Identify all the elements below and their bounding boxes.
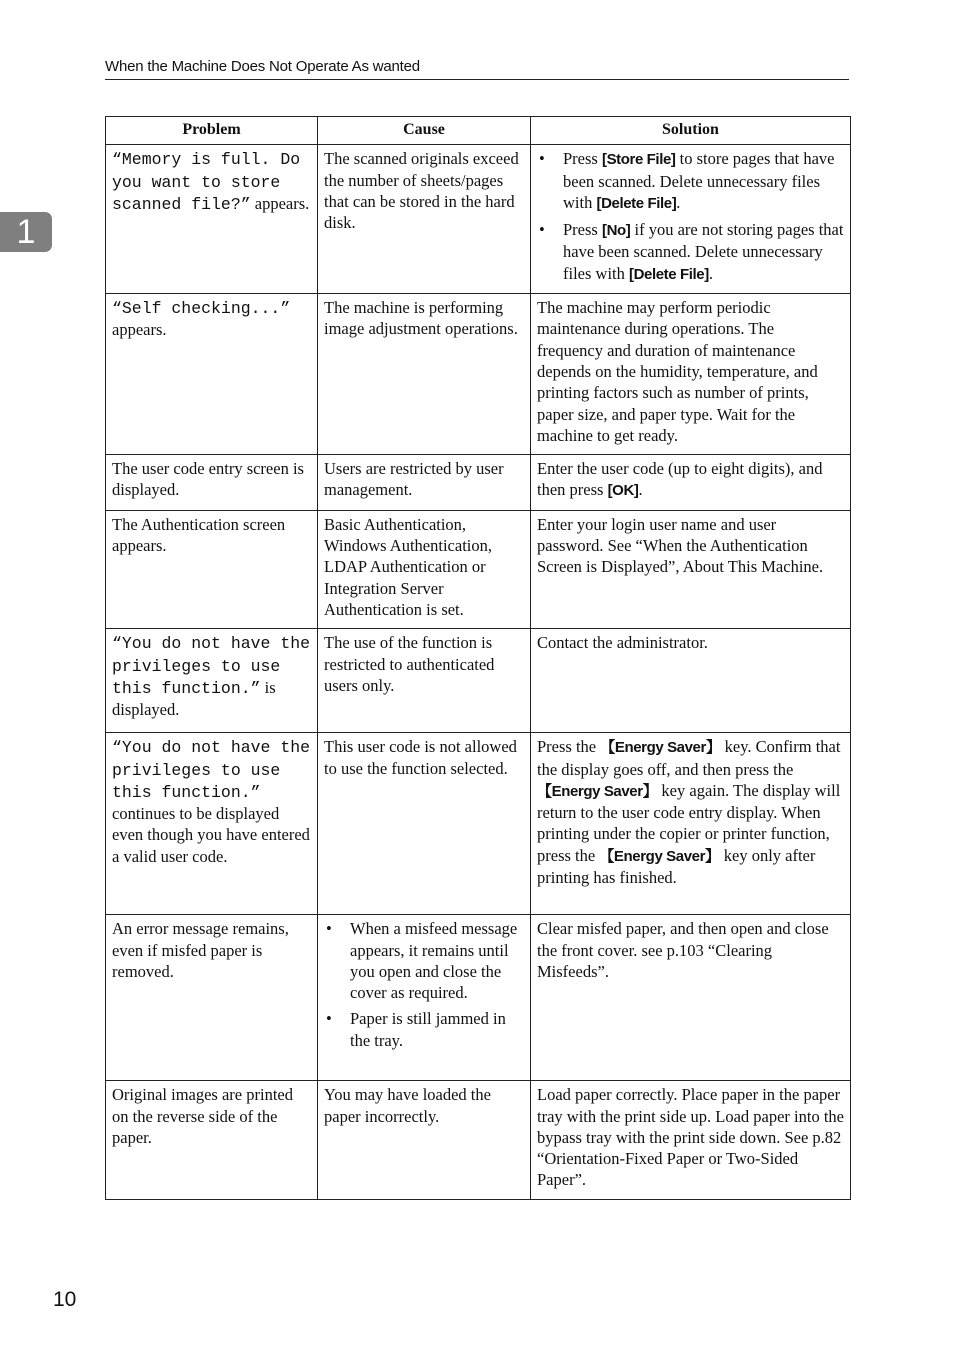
solution-cell: Clear misfed paper, and then open and close the front cover. see p.103 “Clearing Misfeeds”. [531,915,851,1081]
key-label: 【Energy Saver】 [599,847,720,865]
table-row [106,915,851,1081]
cause-cell: The use of the function is restricted to authenticated users only. [318,629,531,733]
solution-text: Press the [537,737,601,757]
key-label: [No] [601,222,631,240]
solution-text: if you are not storing pages that have been scanned. Delete unnecessary files with [563,220,844,283]
solution-text: Press [563,149,602,169]
solution-cell: Enter your login user name and user password. See “When the Authentication Screen is Displayed”, About This Machine. [531,510,851,628]
bullet-icon: • [326,1009,332,1029]
list-item [537,219,844,285]
problem-text: continues to be displayed even though you have entered a valid user code. [112,804,310,866]
solution-cell: Contact the administrator. [531,629,851,733]
problem-cell: Original images are printed on the reverse side of the paper. [106,1081,318,1199]
list-item [324,1008,524,1051]
bullet-icon: • [326,919,332,939]
cause-cell [318,915,531,1081]
problem-cell: An error message remains, even if misfed paper is removed. [106,915,318,1081]
problem-text: appears. [250,193,310,213]
solution-text: key again. The display will return to the user code entry display. When printing under the copier or printer function, press the [537,780,841,865]
key-label: [Delete File] [596,194,677,212]
table-row [106,294,851,455]
key-label: [Delete File] [629,265,709,283]
solution-text: . [708,263,713,283]
troubleshooting-table [105,116,851,1200]
page-number: 10 [53,1288,77,1311]
solution-cell: The machine may perform periodic maintenance during operations. The frequency and duration of maintenance depends on the humidity, temperature, and printing factors such as number of prints, paper size, and paper type. Wait for the machine to get ready. [531,294,851,455]
table-row [106,510,851,628]
cause-cell: The machine is performing image adjustment operations. [318,294,531,455]
problem-text: appears. [112,320,167,340]
solution-cell: Load paper correctly. Place paper in the paper tray with the print side up. Load paper into the bypass tray with the print side down. See p.82 “Orientation-Fixed Paper or Two-Sided Paper”. [531,1081,851,1199]
problem-cell: The Authentication screen appears. [106,510,318,628]
column-header-cause: Cause [318,117,531,145]
list-item [537,148,844,214]
solution-cell [531,733,851,915]
table-row [106,629,851,733]
cause-cell: Users are restricted by user management. [318,455,531,511]
cause-list [324,918,524,1051]
table-row [106,733,851,915]
solution-text: . [676,192,681,212]
solution-text: key. Confirm that the display goes off, and then press the [537,737,841,779]
solution-list [537,148,844,285]
solution-text: Enter the user code (up to eight digits), and then press [537,459,823,500]
problem-cell [106,629,318,733]
solution-cell [531,455,851,511]
cause-text: When a misfeed message appears, it remains until you open and close the cover as required. [350,919,518,1003]
screen-message: “Self checking...” [112,299,291,319]
solution-text: Press [563,220,602,240]
screen-message: “You do not have the privileges to use this function.” [112,738,311,802]
key-label: 【Energy Saver】 [537,782,658,800]
problem-cell: The user code entry screen is displayed. [106,455,318,511]
problem-cell [106,733,318,915]
problem-text: is displayed. [112,677,276,720]
screen-message: “Memory is full. Do you want to store scanned file?” [112,150,301,214]
cause-cell: This user code is not allowed to use the function selected. [318,733,531,915]
column-header-problem: Problem [106,117,318,145]
key-label: 【Energy Saver】 [600,739,721,757]
table-row [106,455,851,511]
cause-cell: You may have loaded the paper incorrectly. [318,1081,531,1199]
running-header: When the Machine Does Not Operate As wanted [105,56,849,80]
cause-text: Paper is still jammed in the tray. [350,1009,506,1050]
bullet-icon: • [539,149,545,169]
key-label: [OK] [607,482,639,500]
cause-cell: The scanned originals exceed the number of sheets/pages that can be stored in the hard disk. [318,145,531,294]
key-label: [Store File] [601,151,676,169]
solution-cell [531,145,851,294]
bullet-icon: • [539,220,545,240]
column-header-solution: Solution [531,117,851,145]
solution-text: key only after printing has finished. [537,845,816,888]
solution-text: . [638,480,643,500]
list-item [324,918,524,1003]
problem-cell [106,145,318,294]
screen-message: “You do not have the privileges to use this function.” [112,634,311,698]
solution-text: to store pages that have been scanned. Delete unnecessary files with [563,149,835,212]
problem-cell [106,294,318,455]
table-row [106,145,851,294]
chapter-tab: 1 [0,212,52,252]
cause-cell: Basic Authentication, Windows Authentication, LDAP Authentication or Integration Server Authentication is set. [318,510,531,628]
table-row [106,1081,851,1199]
table-header-row [106,117,851,145]
